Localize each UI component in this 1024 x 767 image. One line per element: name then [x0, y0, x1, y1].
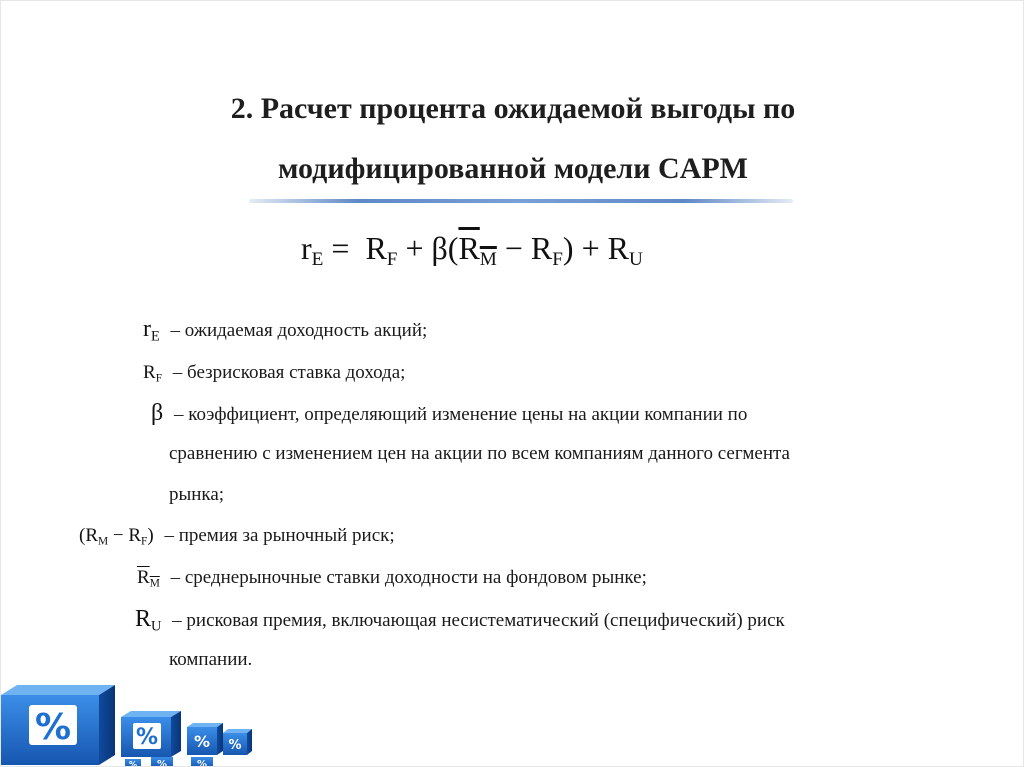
percent-cube-small-3	[151, 757, 173, 767]
percent-sign-small-1: %	[193, 732, 211, 751]
definition-rf	[143, 353, 405, 398]
definition-re	[143, 309, 427, 356]
formula-rf2: R	[530, 230, 553, 266]
definition-beta-line-2: сравнению с изменением цен на акции по всем компаниям данного сегмента	[169, 443, 790, 464]
capm-formula	[301, 223, 741, 273]
definition-ru-text: – рисковая премия, включающая несистематический (специфический) риск	[172, 610, 785, 631]
formula-minus: −	[504, 230, 523, 266]
formula-plus-2: +	[581, 230, 600, 266]
formula-rf-sub: F	[386, 248, 398, 270]
definition-beta-line-3: рынка;	[169, 484, 225, 505]
formula-rm: R	[458, 230, 480, 266]
formula-beta: β(	[431, 230, 459, 266]
title-underline	[249, 199, 793, 203]
definition-rf-text: – безрисковая ставка дохода;	[172, 362, 406, 383]
definition-beta-text: – коэффициент, определяющий изменение цены на акции компании по	[173, 404, 748, 425]
definition-beta	[151, 393, 747, 435]
formula-equals: =	[331, 230, 350, 266]
formula-rm-sub: M	[479, 248, 497, 270]
title-line-2: модифицированной модели CAPM	[278, 152, 748, 185]
formula-rm-bar	[458, 230, 497, 270]
formula-plus-1: +	[405, 230, 424, 266]
slide-title	[1, 79, 1024, 199]
symbol-re: $r_E$	[143, 316, 160, 345]
percent-sign-small-5: %	[128, 760, 138, 767]
definition-re-text: – ожидаемая доходность акций;	[170, 320, 428, 341]
percent-cube-small-5	[125, 759, 141, 767]
symbol-premium: $(R_M - R_F)$	[79, 525, 154, 548]
percent-sign-small-3: %	[156, 759, 168, 767]
percent-sign-small-4: %	[196, 759, 208, 767]
definition-ru-line-2: компании.	[169, 649, 253, 670]
formula-close-paren: )	[562, 230, 574, 266]
percent-cubes-decoration	[1, 681, 261, 767]
definition-premium-text: – премия за рыночный риск;	[164, 525, 395, 546]
symbol-rm: $R_M$	[137, 567, 160, 590]
definition-rm	[137, 558, 647, 603]
percent-cube-small-2	[223, 729, 252, 755]
symbol-rf: $R_F$	[143, 362, 163, 385]
formula-ru-sub: U	[628, 248, 643, 270]
formula-rf: R	[365, 230, 387, 266]
formula-re-sub: E	[311, 248, 324, 270]
percent-sign-large: %	[34, 707, 72, 748]
symbol-beta: β	[151, 400, 164, 426]
symbol-ru: $R_U$	[135, 606, 162, 635]
formula-rf2-sub: F	[552, 248, 563, 270]
title-line-1: 2. Расчет процента ожидаемой выгоды по	[230, 92, 796, 125]
definition-rm-text: – среднерыночные ставки доходности на фондовом рынке;	[170, 567, 647, 588]
percent-cube-small-4	[191, 757, 213, 767]
percent-cube-small-1	[187, 723, 223, 755]
percent-sign-medium: %	[135, 725, 159, 750]
percent-cube-large	[1, 685, 115, 765]
definition-premium	[79, 516, 395, 561]
percent-sign-small-2: %	[228, 738, 242, 753]
formula-re: r	[301, 230, 312, 266]
formula-ru: R	[607, 230, 629, 266]
percent-cube-medium	[121, 711, 181, 757]
